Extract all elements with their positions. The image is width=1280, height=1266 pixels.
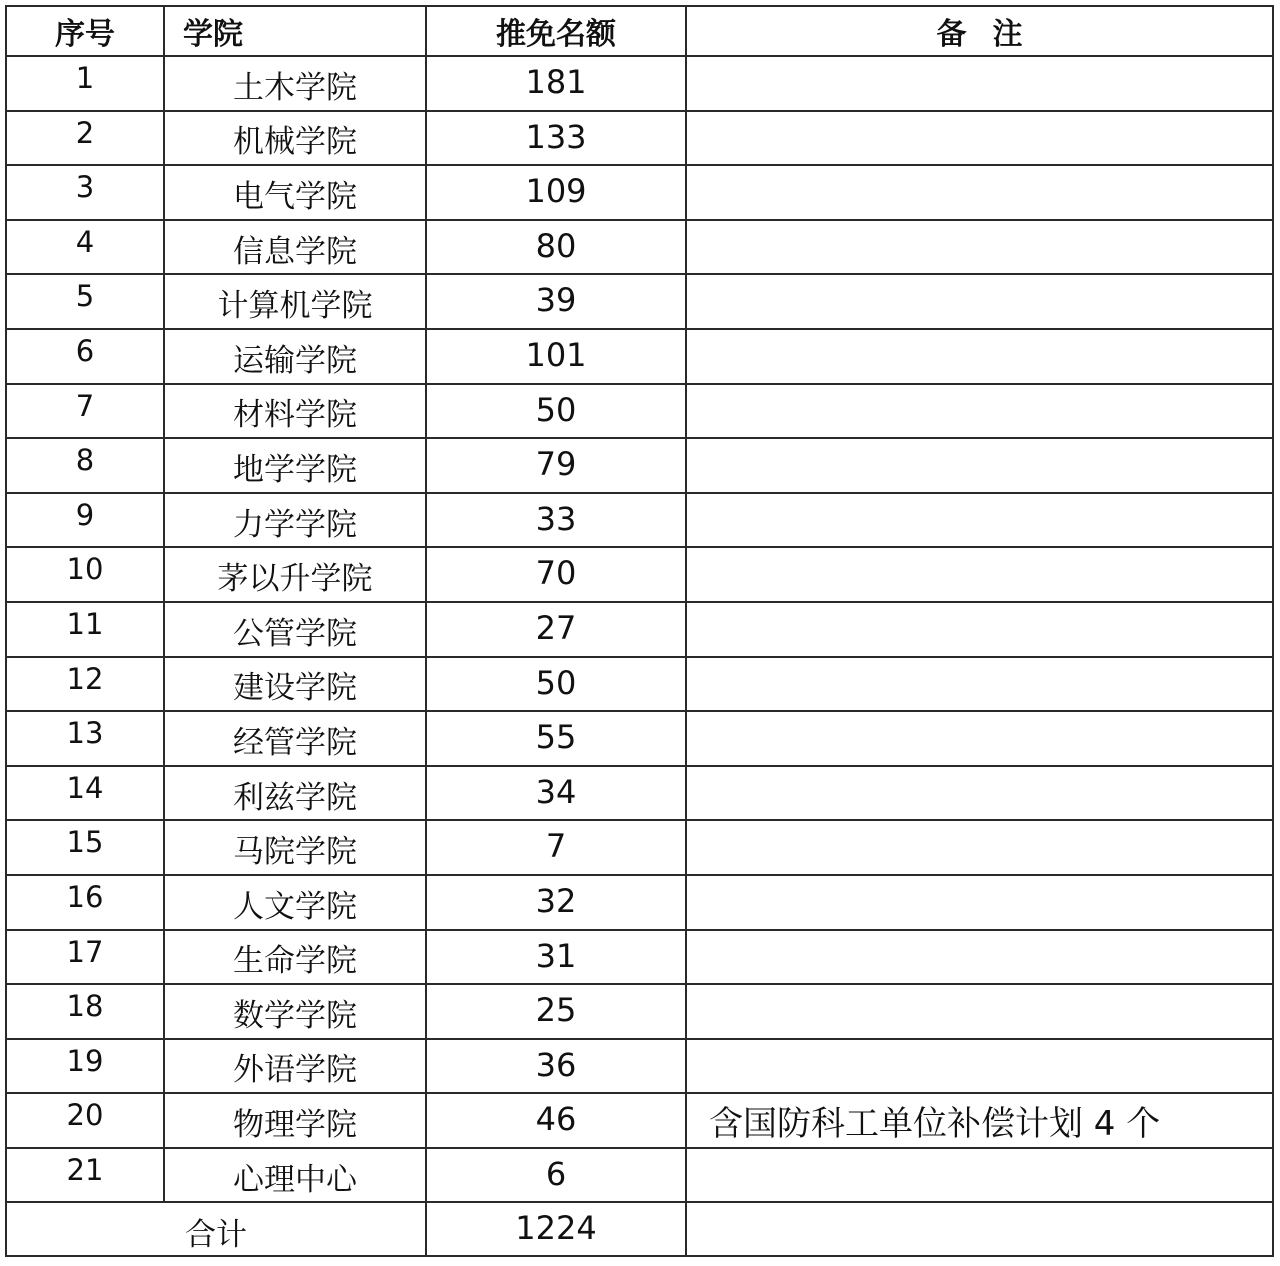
row-remark: [686, 875, 1273, 930]
row-remark: [686, 547, 1273, 602]
row-quota: 79: [426, 438, 686, 493]
table-row: [6, 165, 1273, 220]
row-college: 材料学院: [164, 384, 426, 439]
row-college: 利兹学院: [164, 766, 426, 821]
row-remark: [686, 493, 1273, 548]
row-quota: 70: [426, 547, 686, 602]
row-remark: [686, 111, 1273, 166]
row-quota: 36: [426, 1039, 686, 1094]
row-quota: 25: [426, 984, 686, 1039]
row-quota: 133: [426, 111, 686, 166]
row-index: 8: [6, 438, 164, 493]
total-row: [6, 1202, 1273, 1256]
row-index: 12: [6, 657, 164, 712]
row-college: 建设学院: [164, 657, 426, 712]
row-remark: [686, 711, 1273, 766]
row-college: 运输学院: [164, 329, 426, 384]
table-row: [6, 984, 1273, 1039]
table-row: [6, 384, 1273, 439]
row-quota: 50: [426, 657, 686, 712]
row-remark: [686, 766, 1273, 821]
row-remark: [686, 329, 1273, 384]
table-row: [6, 766, 1273, 821]
quota-table: [5, 5, 1274, 1257]
total-value: 1224: [426, 1202, 686, 1256]
table-row: [6, 711, 1273, 766]
table-row: [6, 547, 1273, 602]
row-college: 机械学院: [164, 111, 426, 166]
row-college: 土木学院: [164, 56, 426, 111]
row-remark: [686, 984, 1273, 1039]
row-index: 13: [6, 711, 164, 766]
row-index: 2: [6, 111, 164, 166]
row-college: 心理中心: [164, 1148, 426, 1203]
table-footer: [6, 1202, 1273, 1256]
row-index: 3: [6, 165, 164, 220]
row-college: 公管学院: [164, 602, 426, 657]
row-quota: 50: [426, 384, 686, 439]
row-college: 地学学院: [164, 438, 426, 493]
row-remark: [686, 930, 1273, 985]
row-remark: [686, 820, 1273, 875]
row-index: 10: [6, 547, 164, 602]
row-remark: [686, 274, 1273, 329]
row-college: 生命学院: [164, 930, 426, 985]
row-quota: 101: [426, 329, 686, 384]
table-body: [6, 56, 1273, 1202]
row-index: 19: [6, 1039, 164, 1094]
row-remark: [686, 56, 1273, 111]
row-remark: [686, 602, 1273, 657]
header-quota: 推免名额: [426, 6, 686, 56]
row-remark: [686, 1039, 1273, 1094]
table-row: [6, 657, 1273, 712]
row-quota: 34: [426, 766, 686, 821]
row-quota: 6: [426, 1148, 686, 1203]
row-college: 力学学院: [164, 493, 426, 548]
total-remark: [686, 1202, 1273, 1256]
row-quota: 46: [426, 1093, 686, 1148]
row-remark: [686, 1148, 1273, 1203]
row-index: 21: [6, 1148, 164, 1203]
row-index: 18: [6, 984, 164, 1039]
table-row: [6, 438, 1273, 493]
row-quota: 181: [426, 56, 686, 111]
row-college: 电气学院: [164, 165, 426, 220]
row-college: 外语学院: [164, 1039, 426, 1094]
table-row: [6, 493, 1273, 548]
table-row: [6, 111, 1273, 166]
row-college: 经管学院: [164, 711, 426, 766]
table-row: [6, 875, 1273, 930]
row-index: 9: [6, 493, 164, 548]
table-row: [6, 1039, 1273, 1094]
row-college: 马院学院: [164, 820, 426, 875]
row-index: 11: [6, 602, 164, 657]
row-college: 信息学院: [164, 220, 426, 275]
row-index: 1: [6, 56, 164, 111]
table-row: [6, 1093, 1273, 1148]
row-quota: 32: [426, 875, 686, 930]
table-row: [6, 220, 1273, 275]
row-college: 计算机学院: [164, 274, 426, 329]
header-remark: 备注: [686, 6, 1273, 56]
row-college: 物理学院: [164, 1093, 426, 1148]
row-index: 14: [6, 766, 164, 821]
row-college: 数学学院: [164, 984, 426, 1039]
row-index: 20: [6, 1093, 164, 1148]
row-remark: [686, 657, 1273, 712]
table-header: [6, 6, 1273, 56]
table-row: [6, 274, 1273, 329]
row-college: 茅以升学院: [164, 547, 426, 602]
row-college: 人文学院: [164, 875, 426, 930]
row-quota: 55: [426, 711, 686, 766]
table-row: [6, 930, 1273, 985]
row-index: 4: [6, 220, 164, 275]
row-remark: [686, 438, 1273, 493]
total-label: 合计: [6, 1202, 426, 1256]
table-row: [6, 1148, 1273, 1203]
header-index: 序号: [6, 6, 164, 56]
row-index: 17: [6, 930, 164, 985]
row-remark: [686, 165, 1273, 220]
header-college: 学院: [164, 6, 426, 56]
row-quota: 33: [426, 493, 686, 548]
row-quota: 27: [426, 602, 686, 657]
row-remark: [686, 384, 1273, 439]
row-index: 5: [6, 274, 164, 329]
row-quota: 109: [426, 165, 686, 220]
header-row: [6, 6, 1273, 56]
row-remark: [686, 220, 1273, 275]
row-quota: 80: [426, 220, 686, 275]
table-row: [6, 56, 1273, 111]
row-remark: 含国防科工单位补偿计划 4 个: [686, 1093, 1273, 1148]
row-quota: 7: [426, 820, 686, 875]
table-row: [6, 329, 1273, 384]
table-row: [6, 820, 1273, 875]
row-quota: 39: [426, 274, 686, 329]
row-index: 7: [6, 384, 164, 439]
row-quota: 31: [426, 930, 686, 985]
row-index: 15: [6, 820, 164, 875]
table-row: [6, 602, 1273, 657]
row-index: 16: [6, 875, 164, 930]
row-index: 6: [6, 329, 164, 384]
